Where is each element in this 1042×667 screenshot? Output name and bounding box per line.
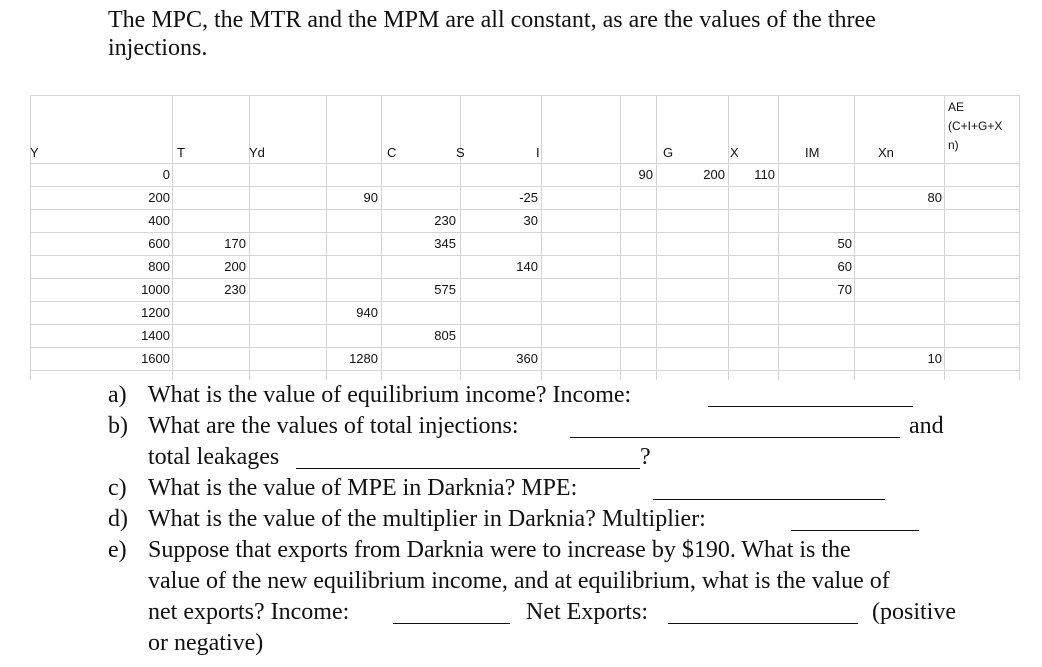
question-b-continued [108,442,988,473]
answer-blank-leakages[interactable] [296,444,640,469]
header-xn: Xn [878,145,894,160]
header-i: I [536,145,540,160]
cell-y: 800 [148,259,170,274]
question-c [108,473,988,504]
question-e [108,535,988,566]
answer-blank-mpe[interactable] [653,475,885,500]
question-letter: d) [108,506,128,532]
question-text: value of the new equilibrium income, and at equilibrium, what is the value of [148,568,890,594]
question-letter: a) [108,382,127,408]
question-letter: e) [108,537,127,563]
header-im: IM [805,145,820,160]
cell-t: 230 [224,282,246,297]
question-text: (positive [872,599,956,625]
header-t: T [177,145,185,160]
cell-s: 360 [516,351,538,366]
cell-c: 230 [434,213,456,228]
cell-y: 200 [148,190,170,205]
cell-y: 1000 [141,282,170,297]
question-letter: b) [108,413,128,439]
cell-y: 1200 [141,305,170,320]
spreadsheet-table [30,95,1020,380]
cell-y: 0 [162,167,170,182]
cell-im: 60 [837,259,852,274]
cell-y: 1400 [141,328,170,343]
question-text: What is the value of equilibrium income? Income: [148,382,632,408]
question-text: What is the value of the multiplier in Darknia? Multiplier: [148,506,706,532]
header-ae-line-2: (C+I+G+X [948,119,1003,133]
question-text: What are the values of total injections: [148,413,519,439]
cell-im: 50 [837,236,852,251]
cell-t: 170 [224,236,246,251]
intro-paragraph [108,6,1008,62]
cell-yd: 90 [363,190,378,205]
question-text: What is the value of MPE in Darknia? MPE: [148,475,578,501]
question-and: and [909,413,944,439]
cell-im: 70 [837,282,852,297]
answer-blank-injections[interactable] [570,413,900,438]
header-g: G [663,145,674,160]
header-x: X [730,145,739,160]
question-mark: ? [640,444,651,470]
question-text: Suppose that exports from Darknia were to increase by $190. What is the [148,537,851,563]
header-ae-line-1: AE [948,100,965,114]
cell-xn: 80 [927,190,942,205]
cell-yd: 1280 [349,351,378,366]
question-letter: c) [108,475,127,501]
answer-blank-new-income[interactable] [393,599,510,624]
cell-g: 200 [703,167,725,182]
header-ae [948,98,1002,155]
cell-s: -25 [519,190,538,205]
cell-s: 140 [516,259,538,274]
cell-c: 345 [434,236,456,251]
question-e-line-3 [108,597,988,628]
cell-y: 1600 [141,351,170,366]
answer-blank-multiplier[interactable] [791,506,919,531]
answer-blank-income[interactable] [708,382,913,407]
intro-line-2: injections. [108,35,208,61]
cell-c: 805 [434,328,456,343]
question-text: Net Exports: [526,599,648,625]
cell-x: 110 [754,167,775,182]
question-d [108,504,988,535]
question-e-line-4 [108,628,988,659]
question-text: or negative) [148,630,264,656]
header-s: S [456,145,465,160]
question-text: total leakages [148,444,280,470]
cell-y: 400 [148,213,170,228]
header-y: Y [30,145,39,160]
header-ae-line-3: n) [948,138,959,152]
cell-s: 30 [523,213,538,228]
cell-i: 90 [638,167,653,182]
cell-xn: 10 [927,351,942,366]
cell-t: 200 [224,259,246,274]
header-c: C [387,145,397,160]
intro-line-1: The MPC, the MTR and the MPM are all constant, as are the values of the three [108,7,876,33]
table-grid [30,95,1020,380]
question-b [108,411,988,442]
question-a [108,380,988,411]
question-text: net exports? Income: [148,599,350,625]
cell-y: 600 [148,236,170,251]
questions-list [108,380,988,659]
answer-blank-net-exports[interactable] [668,599,858,624]
cell-yd: 940 [356,305,378,320]
question-e-line-2 [108,566,988,597]
cell-c: 575 [434,282,456,297]
header-yd: Yd [249,145,265,160]
